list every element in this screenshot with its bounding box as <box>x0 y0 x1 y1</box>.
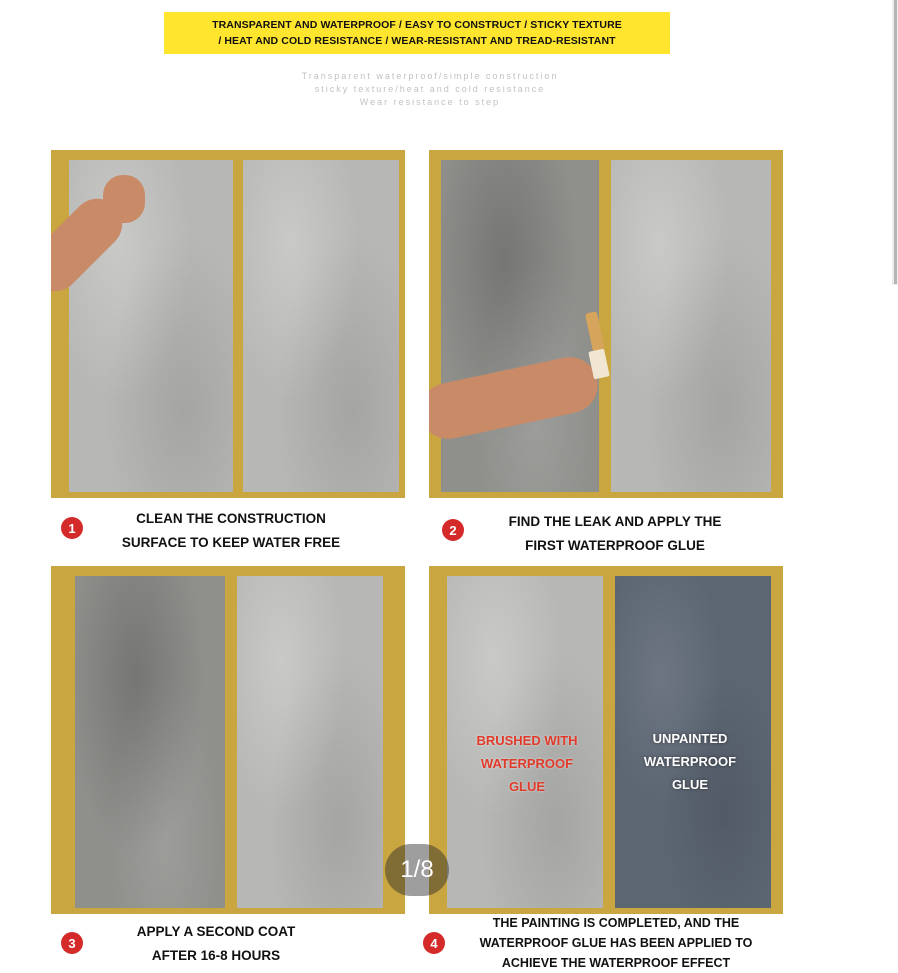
step-1-badge: 1 <box>61 517 83 539</box>
step-2-caption-line-1: FIND THE LEAK AND APPLY THE <box>508 514 722 529</box>
step-3-caption <box>96 920 336 968</box>
unpainted-label-line-2: WATERPROOF <box>643 754 737 769</box>
image-counter[interactable]: 1/8 <box>385 844 449 896</box>
subtitle-line-2: sticky texture/heat and cold resistance <box>314 84 546 94</box>
step-4-caption-line-1: THE PAINTING IS COMPLETED, AND THE <box>492 916 740 930</box>
wall-slab-right <box>243 160 399 492</box>
unpainted-label-line-3: GLUE <box>671 777 709 792</box>
step-2-caption-line-2: FIRST WATERPROOF GLUE <box>525 538 705 553</box>
subtitle-line-1: Transparent waterproof/simple construction <box>301 71 559 81</box>
feature-banner <box>164 12 670 54</box>
subtitle-faded <box>200 70 660 109</box>
step-2-photo <box>429 150 783 498</box>
unpainted-label-line-1: UNPAINTED <box>652 731 728 746</box>
step-4-caption-line-3: ACHIEVE THE WATERPROOF EFFECT <box>501 956 731 970</box>
step-4-badge: 4 <box>423 932 445 954</box>
unpainted-label <box>620 727 760 796</box>
hand-image <box>103 175 145 223</box>
step-1-caption-line-2: SURFACE TO KEEP WATER FREE <box>121 535 341 550</box>
step-3-caption-line-2: AFTER 16-8 HOURS <box>151 948 281 963</box>
step-1-photo <box>51 150 405 498</box>
step-1-caption-line-1: CLEAN THE CONSTRUCTION <box>136 511 326 526</box>
wall-slab-left <box>441 160 599 492</box>
step-2-caption <box>470 510 760 558</box>
brushed-label <box>453 729 601 798</box>
wall-slab-right <box>237 576 383 908</box>
wall-slab-right <box>611 160 771 492</box>
brushed-label-line-1: BRUSHED WITH <box>476 733 578 748</box>
step-4-caption <box>446 913 786 973</box>
wall-slab-left <box>75 576 225 908</box>
banner-line-1: TRANSPARENT AND WATERPROOF / EASY TO CONSTRUCT / STICKY TEXTURE <box>212 19 622 31</box>
brushed-label-line-3: GLUE <box>508 779 546 794</box>
step-3-badge: 3 <box>61 932 83 954</box>
step-4-caption-line-2: WATERPROOF GLUE HAS BEEN APPLIED TO <box>479 936 753 950</box>
step-3-photo <box>51 566 405 914</box>
banner-line-2: / HEAT AND COLD RESISTANCE / WEAR-RESISTANT AND TREAD-RESISTANT <box>218 35 616 47</box>
step-2-badge: 2 <box>442 519 464 541</box>
subtitle-line-3: Wear resistance to step <box>359 97 501 107</box>
brushed-label-line-2: WATERPROOF <box>480 756 574 771</box>
step-1-caption <box>91 507 371 555</box>
step-3-caption-line-1: APPLY A SECOND COAT <box>136 924 296 939</box>
scrollbar-thumb[interactable] <box>894 0 897 284</box>
